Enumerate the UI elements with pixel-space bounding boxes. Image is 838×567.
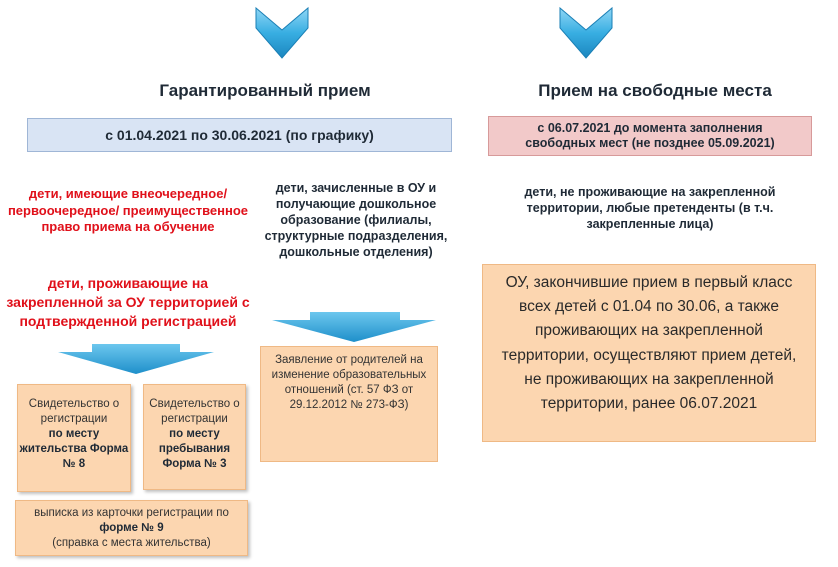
- category-nonresidents: дети, не проживающие на закрепленной территории, любые претенденты (в т.ч. закрепленные лица): [524, 185, 776, 231]
- free-places-period-text: с 06.07.2021 до момента заполнения свободных мест (не позднее 05.09.2021): [525, 121, 775, 150]
- doc-registration-extract: [15, 500, 248, 556]
- chevron-down-icon: [256, 8, 308, 58]
- doc-form-3: по месту пребывания Форма № 3: [158, 428, 231, 470]
- application-text: Заявление от родителей на изменение образовательных отношений (ст. 57 ФЗ от 29.12.2012 № 273-ФЗ): [271, 354, 427, 411]
- doc-registration-stay: [143, 384, 246, 490]
- doc-prefix: выписка из карточки регистрации по: [34, 507, 229, 519]
- category-priority-right: дети, имеющие внеочередное/первоочередное/ преимущественное право приема на обучение: [7, 186, 249, 234]
- doc-prefix: Свидетельство о регистрации: [149, 398, 240, 425]
- arrow-down-icon: [272, 312, 436, 342]
- early-admission-note: [482, 264, 816, 442]
- doc-suffix: (справка с места жительства): [52, 537, 211, 549]
- guaranteed-period-text: с 01.04.2021 по 30.06.2021 (по графику): [105, 127, 374, 143]
- free-places-period-box: [488, 116, 812, 156]
- category-residents: дети, проживающие на закрепленной за ОУ территорией с подтвержденной регистрацией: [6, 275, 250, 329]
- application-box: [260, 346, 438, 462]
- free-places-title: Прием на свободные места: [538, 81, 772, 100]
- guaranteed-admission-title: Гарантированный прием: [159, 81, 371, 100]
- guaranteed-period-box: [27, 118, 452, 152]
- doc-registration-residence: [17, 384, 131, 492]
- doc-form-9: форме № 9: [99, 522, 164, 534]
- category-enrolled-preschool: дети, зачисленные в ОУ и получающие дошкольное образование (филиалы, структурные подразделения, дошкольные отделения): [264, 181, 448, 259]
- doc-prefix: Свидетельство о регистрации: [28, 398, 120, 425]
- arrow-down-icon: [58, 344, 214, 374]
- doc-form-8: по месту жительства Форма № 8: [19, 428, 129, 470]
- early-admission-text: ОУ, закончившие прием в первый класс всех детей с 01.04 по 30.06, а также проживающих на закрепленной территории, осуществляют прием детей, не проживающих на закрепленной территории, ранее 06.07.2021: [501, 274, 797, 413]
- chevron-down-icon: [560, 8, 612, 58]
